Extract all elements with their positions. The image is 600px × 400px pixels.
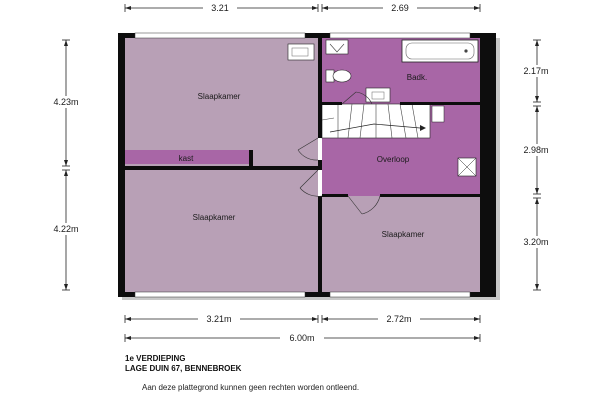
room-label-slaapkamer-bottom-right: Slaapkamer bbox=[381, 230, 425, 239]
address-caption: LAGE DUIN 67, BENNEBROEK bbox=[125, 364, 242, 373]
floor-caption: 1e VERDIEPING bbox=[125, 354, 186, 363]
dim-bottom-left: 3.21m bbox=[206, 314, 232, 324]
bathtub-icon bbox=[402, 40, 478, 62]
dim-top-left: 3.21 bbox=[211, 3, 229, 13]
dim-right-1: 2.17m bbox=[523, 66, 549, 76]
stair-landing bbox=[432, 106, 444, 122]
dim-left-lower: 4.22m bbox=[53, 224, 79, 234]
room-label-kast: kast bbox=[178, 154, 194, 163]
disclaimer-text: Aan deze plattegrond kunnen geen rechten worden ontleend. bbox=[142, 383, 360, 392]
staircase bbox=[322, 104, 430, 138]
dim-right-2: 2.98m bbox=[523, 145, 549, 155]
dim-bottom-total: 6.00m bbox=[289, 333, 315, 343]
room-label-slaapkamer-top: Slaapkamer bbox=[197, 92, 241, 101]
slaapkamer-bottom-right-room bbox=[322, 196, 480, 292]
washbasin-icon bbox=[326, 40, 348, 54]
dim-top-right: 2.69 bbox=[391, 3, 409, 13]
dim-bottom-right: 2.72m bbox=[386, 314, 412, 324]
slaapkamer-bottom-left-room bbox=[125, 170, 318, 292]
dim-right-3: 3.20m bbox=[523, 237, 549, 247]
handbasin-icon bbox=[288, 44, 314, 60]
room-label-slaapkamer-bottom-left: Slaapkamer bbox=[192, 213, 236, 222]
room-label-overloop: Overloop bbox=[376, 155, 410, 164]
dim-left-upper: 4.23m bbox=[53, 97, 79, 107]
shaft-icon bbox=[458, 158, 476, 176]
room-label-badk: Badk. bbox=[406, 73, 428, 82]
toilet-icon bbox=[326, 70, 351, 82]
